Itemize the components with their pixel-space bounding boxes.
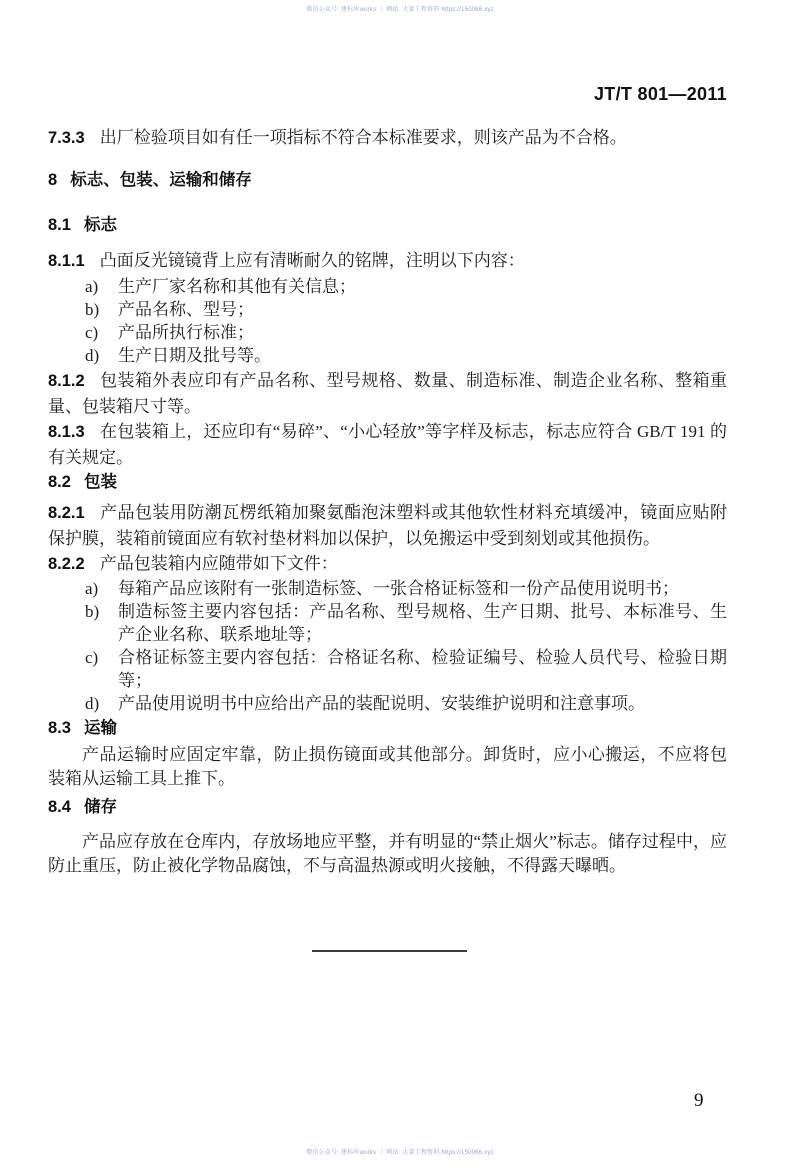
list-item [48, 577, 727, 600]
section-number: 8.3 [48, 719, 71, 737]
list-8-2-2 [48, 577, 727, 715]
list-item-text: 合格证标签主要内容包括：合格证名称、检验证编号、检验人员代号、检验日期等； [118, 648, 727, 690]
section-title: 运输 [83, 719, 117, 737]
standard-reference: JT/T 801—2011 [594, 84, 727, 104]
chapter-8-heading [48, 168, 727, 192]
list-8-1-1 [48, 275, 727, 367]
clause-number: 8.1.1 [48, 252, 85, 270]
list-item [48, 646, 727, 692]
page-number: 9 [694, 1090, 704, 1111]
list-item-text: 产品名称、型号； [118, 300, 254, 319]
list-item-text: 产品使用说明书中应给出产品的装配说明、安装维护说明和注意事项。 [118, 694, 645, 713]
list-item-text: 产品所执行标准； [118, 323, 254, 342]
section-title: 包装 [83, 473, 117, 491]
section-number: 8.2 [48, 473, 71, 491]
section-8-2-heading [48, 470, 727, 494]
clause-number: 8.1.2 [48, 372, 85, 390]
clause-8-1-2 [48, 368, 727, 419]
list-item [48, 275, 727, 298]
list-item [48, 321, 727, 344]
page-header [48, 0, 727, 105]
chapter-number: 8 [48, 171, 58, 189]
list-item-marker: d) [85, 346, 100, 365]
paragraph-8-3: 产品运输时应固定牢靠，防止损伤镜面或其他部分。卸货时，应小心搬运，不应将包装箱从运输工具上推下。 [48, 745, 727, 788]
list-item-text: 生产日期及批号等。 [118, 346, 271, 365]
watermark-bottom: 微信公众号: 建标库works ｜ 网站: 大量工程资料 https://150066.xyz [306, 1150, 494, 1156]
clause-7-3-3 [48, 125, 727, 151]
chapter-title: 标志、包装、运输和储存 [70, 171, 252, 189]
list-item [48, 344, 727, 367]
list-item-text: 每箱产品应该附有一张制造标签、一张合格证标签和一份产品使用说明书； [118, 579, 679, 598]
clause-text: 包装箱外表应印有产品名称、型号规格、数量、制造标准、制造企业名称、整箱重量、包装箱尺寸等。 [48, 371, 727, 416]
section-8-1-heading [48, 213, 727, 237]
clause-text: 出厂检验项目如有任一项指标不符合本标准要求，则该产品为不合格。 [99, 128, 627, 147]
clause-number: 8.2.2 [48, 555, 85, 573]
clause-8-2-2 [48, 551, 727, 577]
clause-text: 在包装箱上，还应印有“易碎”、“小心轻放”等字样及标志，标志应符合 GB/T 191 的有关规定。 [48, 422, 727, 467]
section-title: 标志 [83, 216, 117, 234]
list-item-marker: b) [85, 300, 100, 319]
list-item-marker: c) [85, 323, 99, 342]
list-item-marker: d) [85, 694, 100, 713]
clause-number: 8.1.3 [48, 423, 85, 441]
clause-text: 凸面反光镜镜背上应有清晰耐久的铭牌，注明以下内容： [99, 251, 525, 270]
clause-text: 产品包装用防潮瓦楞纸箱加聚氨酯泡沫塑料或其他软性材料充填缓冲，镜面应贴附保护膜，装箱前镜面应有软衬垫材料加以保护，以免搬运中受到刻划或其他损伤。 [48, 503, 727, 548]
list-item-text: 制造标签主要内容包括：产品名称、型号规格、生产日期、批号、本标准号、生产企业名称、联系地址等； [118, 602, 727, 644]
section-8-4-heading [48, 795, 727, 819]
watermark-top: 微信公众号: 建标库works ｜ 网站: 大量工程资料 https://150066.xyz [306, 7, 494, 13]
footer-divider-line [312, 950, 467, 952]
section-title: 储存 [83, 798, 117, 816]
clause-number: 8.2.1 [48, 504, 85, 522]
list-item [48, 298, 727, 321]
list-item-marker: a) [85, 579, 99, 598]
clause-8-1-1 [48, 248, 727, 274]
clause-number: 7.3.3 [48, 129, 85, 147]
paragraph-8-4: 产品应存放在仓库内，存放场地应平整，并有明显的“禁止烟火”标志。储存过程中，应防止重压，防止被化学物品腐蚀，不与高温热源或明火接触，不得露天曝晒。 [48, 832, 727, 875]
list-item [48, 692, 727, 715]
list-item-marker: b) [85, 602, 100, 621]
list-item-text: 生产厂家名称和其他有关信息； [118, 277, 356, 296]
clause-8-2-1 [48, 500, 727, 551]
section-number: 8.1 [48, 216, 71, 234]
list-item-marker: c) [85, 648, 99, 667]
clause-text: 产品包装箱内应随带如下文件： [99, 554, 338, 573]
list-item [48, 600, 727, 646]
section-8-3-heading [48, 716, 727, 740]
list-item-marker: a) [85, 277, 99, 296]
clause-8-1-3 [48, 419, 727, 470]
section-number: 8.4 [48, 798, 71, 816]
